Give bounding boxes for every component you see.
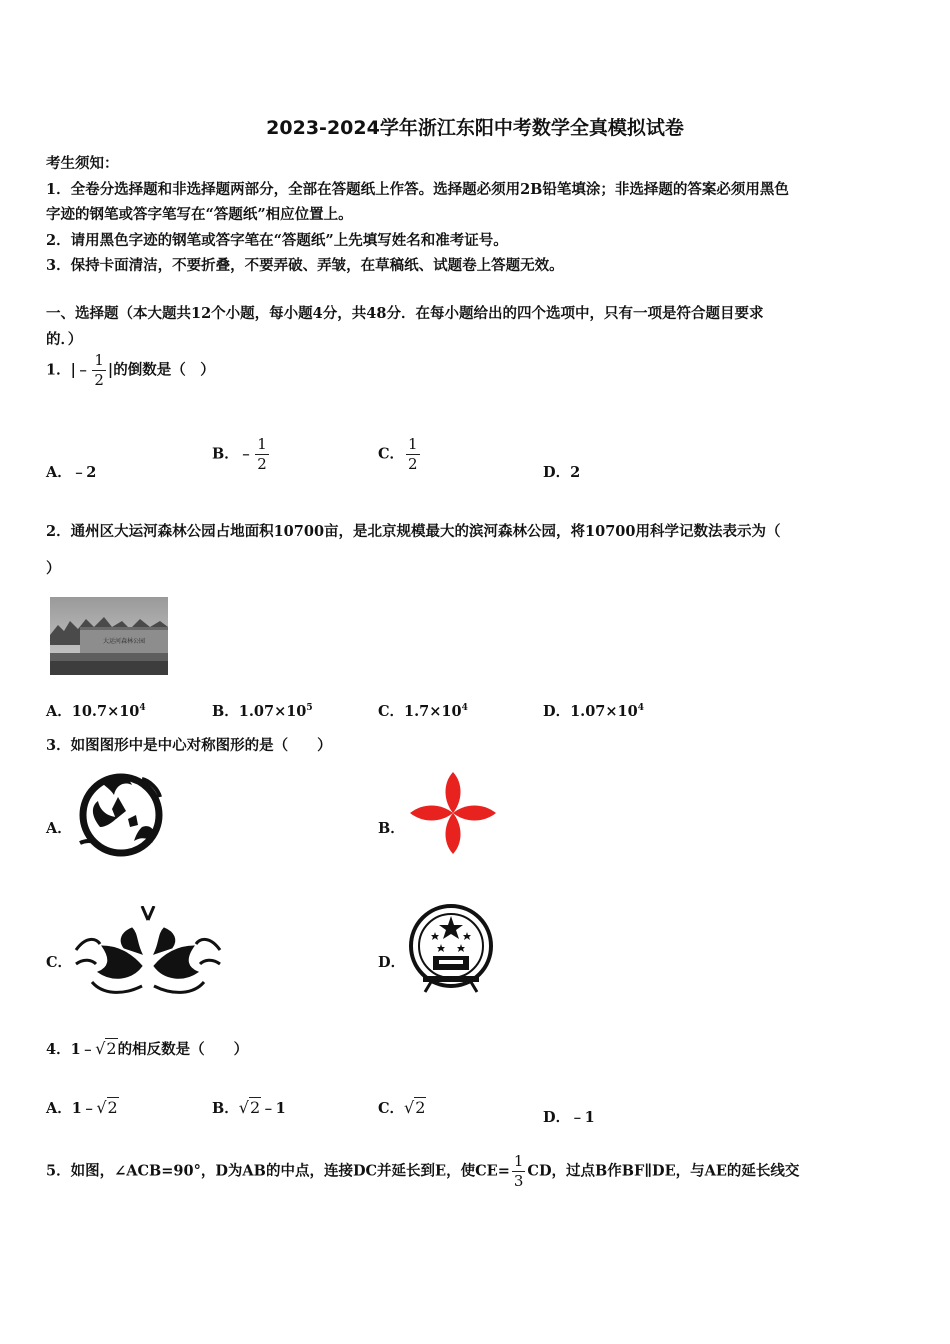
q2-option-b-base: B．1.07×10	[212, 703, 307, 720]
q2-option-c-base: C．1.7×10	[378, 703, 462, 720]
q2-option-c[interactable]	[378, 700, 468, 721]
q1-option-c-den: 2	[408, 455, 418, 473]
q2-option-a[interactable]	[46, 700, 146, 721]
q4-option-b[interactable]	[212, 1097, 286, 1118]
q4-suffix: 的相反数是（ ）	[117, 1041, 249, 1058]
q1-option-b[interactable]	[212, 437, 271, 472]
q3-option-d-label[interactable]: D．	[378, 954, 406, 971]
q1-option-c-fraction	[406, 437, 420, 472]
q3-option-a-figure[interactable]	[72, 767, 170, 863]
q3-option-c-figure[interactable]	[72, 906, 224, 998]
q1-prefix: 1．|﹣	[46, 361, 91, 379]
q1-option-d[interactable]: D．2	[543, 464, 581, 481]
q1-suffix: |的倒数是（ ）	[107, 361, 215, 379]
q2-line-2: ）	[46, 560, 61, 577]
q1-option-b-den: 2	[257, 455, 267, 473]
q4-option-a-label: A．1﹣	[46, 1100, 97, 1117]
q1-option-b-num: 1	[257, 435, 267, 453]
notice-line-1b: 字迹的钢笔或答字笔写在“答题纸”相应位置上。	[46, 206, 353, 223]
q2-option-a-exp: 4	[139, 703, 146, 714]
q1-frac-num: 1	[94, 351, 104, 369]
q1-option-c-num: 1	[408, 435, 418, 453]
q5-suffix: CD，过点B作BF∥DE，与AE的延长线交	[527, 1162, 800, 1180]
q1-frac-den: 2	[94, 371, 104, 389]
q2-option-b-exp: 5	[306, 703, 313, 714]
q3-option-b-figure[interactable]	[404, 764, 502, 862]
q4-option-c-radicand: 2	[415, 1098, 426, 1117]
notice-line-3: 3．保持卡面清洁，不要折叠，不要弄破、弄皱，在草稿纸、试题卷上答题无效。	[46, 257, 564, 274]
q2-option-a-base: A．10.7×10	[46, 703, 140, 720]
q5-fraction	[512, 1154, 526, 1189]
q4-option-a-radicand: 2	[107, 1098, 118, 1117]
question-4	[46, 1038, 248, 1059]
q4-option-b-suffix: ﹣1	[261, 1100, 286, 1117]
q3-stem: 3．如图图形中是中心对称图形的是（ ）	[46, 737, 332, 754]
q2-option-d-base: D．1.07×10	[543, 703, 638, 720]
q1-option-a[interactable]: A．﹣2	[46, 464, 97, 481]
q3-option-b-label[interactable]: B．	[378, 820, 405, 837]
q2-option-d[interactable]	[543, 700, 644, 721]
q4-sqrt: √2	[95, 1039, 117, 1058]
q3-option-a-label[interactable]: A．	[46, 820, 72, 837]
q2-line-1: 2．通州区大运河森林公园占地面积10700亩，是北京规模最大的滨河森林公园，将10700用科学记数法表示为（	[46, 523, 781, 540]
q3-option-c-label[interactable]: C．	[46, 954, 73, 971]
q1-fraction	[92, 353, 106, 388]
q1-option-b-fraction	[255, 437, 269, 472]
park-photo-caption: 大运河森林公园	[102, 638, 146, 645]
q1-option-c[interactable]	[378, 437, 422, 472]
notice-line-2: 2．请用黑色字迹的钢笔或答字笔在“答题纸”上先填写姓名和准考证号。	[46, 232, 508, 249]
q4-radicand: 2	[106, 1039, 117, 1058]
q4-option-c[interactable]	[378, 1097, 426, 1118]
q2-option-b[interactable]	[212, 700, 313, 721]
question-1	[46, 353, 215, 388]
q4-prefix: 4．1﹣	[46, 1041, 96, 1058]
q4-option-a[interactable]	[46, 1097, 119, 1118]
q4-option-b-label: B．	[212, 1100, 239, 1117]
q4-option-b-sqrt: √2	[238, 1098, 261, 1117]
q1-option-c-label: C．	[378, 445, 405, 463]
q4-option-a-sqrt: √2	[96, 1098, 118, 1117]
q1-option-b-label: B．﹣	[212, 445, 254, 463]
q4-option-b-radicand: 2	[249, 1098, 261, 1117]
q4-option-c-label: C．	[378, 1100, 405, 1117]
q4-option-d[interactable]: D．﹣1	[543, 1109, 595, 1126]
notice-heading: 考生须知：	[46, 155, 119, 172]
question-5	[46, 1154, 799, 1189]
page-title: 2023-2024学年浙江东阳中考数学全真模拟试卷	[266, 117, 684, 139]
q5-frac-den: 3	[513, 1172, 524, 1190]
q5-prefix: 5．如图，∠ACB=90°，D为AB的中点，连接DC并延长到E，使CE=	[46, 1162, 510, 1180]
section-heading-line-1: 一、选择题（本大题共12个小题，每小题4分，共48分．在每小题给出的四个选项中，只有一项是符合题目要求	[46, 305, 764, 322]
q3-option-d-figure[interactable]	[405, 898, 497, 996]
section-heading-line-2: 的．）	[46, 331, 83, 348]
q2-option-d-exp: 4	[637, 703, 644, 714]
q4-option-c-sqrt: √2	[404, 1098, 426, 1117]
q2-option-c-exp: 4	[461, 703, 468, 714]
q5-frac-num: 1	[513, 1152, 524, 1170]
notice-line-1a: 1．全卷分选择题和非选择题两部分，全部在答题纸上作答。选择题必须用2B铅笔填涂；非选择题的答案必须用黑色	[46, 181, 789, 198]
park-photo	[50, 597, 168, 675]
